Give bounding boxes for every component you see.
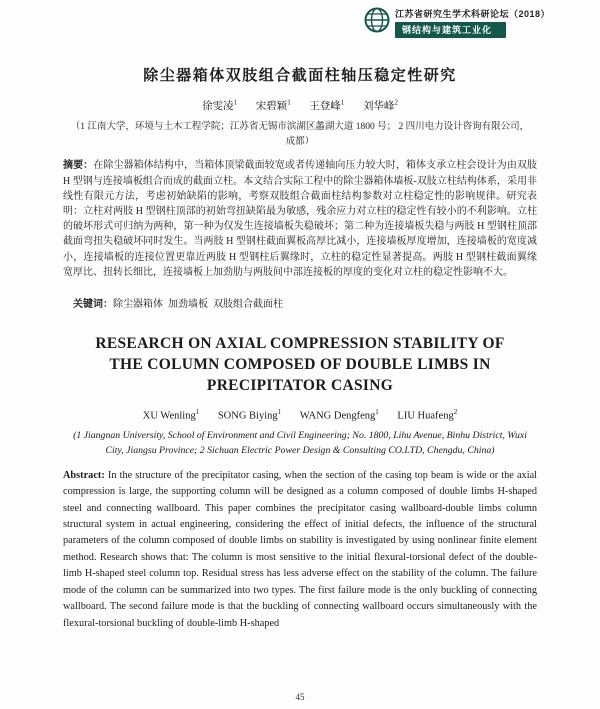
abstract-en-text: In the structure of the precipitator casing, when the section of the casing top beam is wide or the axial compression is large, the supporting column will be designed as a column composed of double limbs H-shaped steel and connecting wallboard. This paper combines the precipitator casing wallboard-double limbs column structural system in actual engineering, considering the effect of initial defects, the influence of the structural parameters of the column composed of double limbs on stability is investigated by using nonlinear finite element method. Research shows that: The column is most sensitive to the initial flexural-torsional defect of the double-limb H-shaped steel column top. Residual stress has less adverse effect on the stability of the column. The failure mode of the column can be summarized into two types. The first failure mode is the only buckling of connecting wallboard. The second failure mode is that the buckling of connecting wallboard occurs simultaneously with the flexural-torsional buckling of double-limb H-shaped <box>63 469 538 629</box>
abstract-en <box>63 468 537 633</box>
affiliation-en: (1 Jiangnan University, School of Environment and Civil Engineering; No. 1800, Lihu Avenue, Binhu District, Wuxi City, Jiangsu Province; 2 Sichuan Electric Power Design & Consulting CO.LTD, Chengdu, China) <box>73 430 527 456</box>
author-en: XU Wenling$^1$ <box>142 407 200 422</box>
conference-header <box>364 7 550 38</box>
author-affil-marker: 2 <box>394 98 398 107</box>
keywords-label: 关键词： <box>73 298 113 310</box>
author-cn: 刘华峰$^2$ <box>362 98 398 112</box>
author-en: SONG Biying$^1$ <box>217 407 282 422</box>
author-affil-marker: 1 <box>233 98 238 107</box>
page-number: 45 <box>295 692 305 702</box>
author-affil-marker: 1 <box>340 98 345 107</box>
abstract-cn-label: 摘要： <box>63 160 94 172</box>
abstract-en-label: Abstract: <box>63 469 105 481</box>
abstract-cn <box>63 158 537 280</box>
author-affil-marker: 1 <box>287 98 291 107</box>
paper-title-cn: 除尘器箱体双肢组合截面柱轴压稳定性研究 <box>143 68 457 84</box>
author-affil-marker: 1 <box>195 407 200 416</box>
conference-logo-icon <box>364 7 390 38</box>
keywords-text: 除尘器箱体 加劲墙板 双肢组合截面柱 <box>113 298 283 310</box>
authors-cn <box>63 98 537 113</box>
abstract-cn-text: 在除尘器箱体结构中，当箱体顶梁截面较宽或者传递轴向压力较大时，箱体支承立柱会设计为由双肢 H 型钢与连接墙板组合而成的截面立柱。本文结合实际工程中的除尘器箱体墙板-双肢立柱结构体系，采用非线性有限元方法，考虑初始缺陷的影响，考察双肢组合截面柱结构参数对立柱稳定性的影响规律。研究表明：立柱对两肢 H 型钢柱顶部的初始弯扭缺陷最为敏感，残余应力对立柱的稳定性有较小的不利影响。立柱的破坏形式可归纳为两种，第一种为仅发生连接墙板失稳破坏；第二种为连接墙板失稳与两肢 H 型钢柱顶部截面弯扭失稳破坏同时发生。当两肢 H 型钢柱截面翼板高厚比减小，连接墙板厚度增加，连接墙板的宽度减小，连接墙板的连接位置更靠近两肢 H 型钢柱后翼缘时，立柱的稳定性显著提高。两肢 H 型钢柱截面翼缘宽厚比、扭转长细比，连接墙板上加劲肋与两肢间中部连接板的厚度的变化对立柱的稳定性影响不大。 <box>63 160 538 278</box>
author-affil-marker: 1 <box>375 407 379 416</box>
author-en: LIU Huafeng$^2$ <box>397 407 458 422</box>
author-cn: 王登峰$^1$ <box>309 98 345 112</box>
conference-theme-banner: 钢结构与建筑工业化 <box>395 22 506 38</box>
author-affil-marker: 1 <box>277 407 282 416</box>
author-en: WANG Dengfeng$^1$ <box>299 407 379 422</box>
paper-title-en: RESEARCH ON AXIAL COMPRESSION STABILITY OF THE COLUMN COMPOSED OF DOUBLE LIMBS IN PRECIPITATOR CASING <box>95 334 505 394</box>
author-cn: 宋碧颖$^1$ <box>255 98 291 112</box>
conference-name: 江苏省研究生学术科研论坛（2018） <box>394 9 550 19</box>
author-affil-marker: 2 <box>453 407 458 416</box>
author-cn: 徐雯凌$^1$ <box>202 98 238 112</box>
affiliation-cn: （1 江南大学，环境与土木工程学院；江苏省无锡市滨湖区蠡湖大道 1800 号； 2 四川电力设计咨询有限公司，成都） <box>70 122 530 147</box>
authors-en <box>63 408 537 422</box>
keywords-cn <box>63 284 537 321</box>
